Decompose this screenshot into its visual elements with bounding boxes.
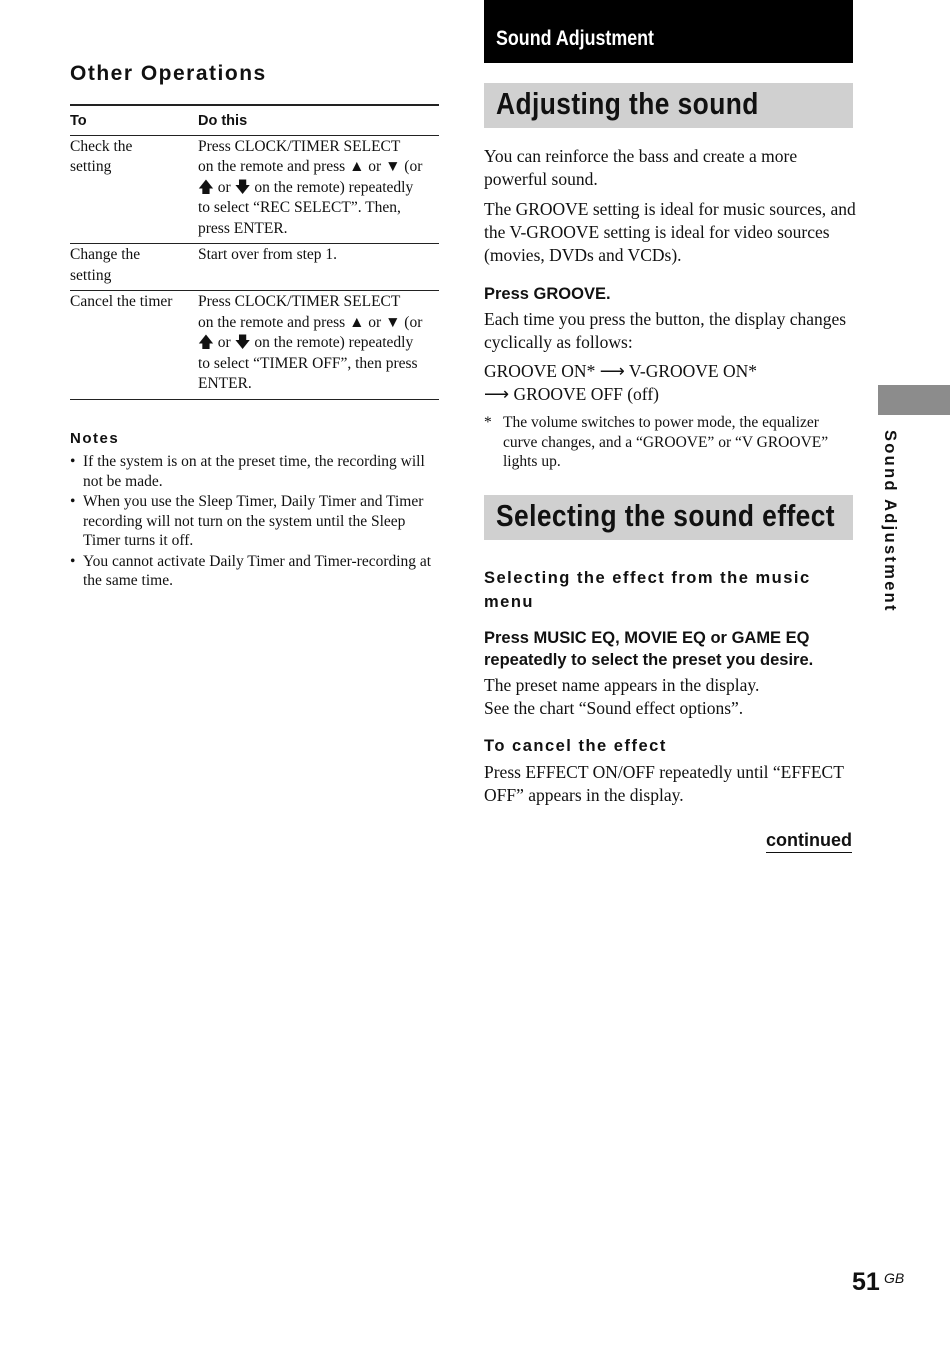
table-cell-do: Press CLOCK/TIMER SELECT on the remote and press ▲ or ▼ (or 🡅 or 🡇 on the remote) repeatedly to select “TIMER OFF”, then press ENTER. bbox=[198, 291, 439, 400]
table-cell-to: Cancel the timer bbox=[70, 291, 198, 400]
table-header-row bbox=[70, 105, 439, 135]
footnote-text: The volume switches to power mode, the equalizer curve changes, and a “GROOVE” or “V GROOVE” lights up. bbox=[503, 414, 829, 470]
selecting-effect-heading: Selecting the sound effect bbox=[496, 498, 836, 533]
note-item: • When you use the Sleep Timer, Daily Timer and Timer recording will not turn on the system until the Sleep Timer turns it off. bbox=[70, 492, 440, 551]
music-menu-subheading: Selecting the effect from the music menu bbox=[484, 569, 811, 611]
footnote-marker: * bbox=[484, 414, 492, 431]
table-header-do-this: Do this bbox=[198, 105, 439, 135]
groove-sequence-line: ⟶ GROOVE OFF (off) bbox=[484, 384, 659, 404]
page-number: 51 bbox=[852, 1268, 880, 1296]
page-number-suffix: GB bbox=[884, 1270, 905, 1286]
note-item: • If the system is on at the preset time, the recording will not be made. bbox=[70, 452, 440, 491]
note-item: • You cannot activate Daily Timer and Timer-recording at the same time. bbox=[70, 552, 440, 591]
table-header-to: To bbox=[70, 105, 198, 135]
groove-cycle-description: Each time you press the button, the display changes cyclically as follows: bbox=[484, 309, 847, 352]
notes-title: Notes bbox=[70, 430, 120, 447]
adjusting-sound-heading: Adjusting the sound bbox=[496, 86, 759, 121]
operations-table bbox=[70, 104, 439, 400]
continued-label: continued bbox=[766, 830, 852, 853]
cancel-effect-subheading: To cancel the effect bbox=[484, 737, 667, 755]
notes-list bbox=[70, 452, 440, 592]
other-operations-heading: Other Operations bbox=[70, 62, 267, 85]
table-row bbox=[70, 135, 439, 244]
table-cell-do: Start over from step 1. bbox=[198, 244, 439, 291]
adjusting-sound-heading-box bbox=[484, 83, 853, 128]
press-groove-instruction: Press GROOVE. bbox=[484, 285, 611, 303]
cancel-effect-description: Press EFFECT ON/OFF repeatedly until “EFFECT OFF” appears in the display. bbox=[484, 762, 844, 805]
groove-sequence bbox=[484, 360, 856, 406]
section-title: Sound Adjustment bbox=[496, 27, 654, 50]
side-section-label: Sound Adjustment bbox=[881, 430, 899, 613]
table-cell-to: Change the setting bbox=[70, 244, 198, 291]
press-music-eq-instruction: Press MUSIC EQ, MOVIE EQ or GAME EQ repeatedly to select the preset you desire. bbox=[484, 629, 814, 669]
section-title-bar bbox=[484, 0, 853, 63]
side-thumb-tab bbox=[878, 385, 950, 415]
groove-sequence-line: GROOVE ON* ⟶ V-GROOVE ON* bbox=[484, 361, 758, 381]
preset-line: The preset name appears in the display. bbox=[484, 675, 760, 695]
groove-description: The GROOVE setting is ideal for music sources, and the V-GROOVE setting is ideal for video sources (movies, DVDs and VCDs). bbox=[484, 199, 856, 265]
intro-paragraph: You can reinforce the bass and create a more powerful sound. bbox=[484, 146, 798, 189]
selecting-effect-heading-box bbox=[484, 495, 853, 540]
preset-line: See the chart “Sound effect options”. bbox=[484, 698, 744, 718]
preset-description bbox=[484, 674, 856, 720]
table-row bbox=[70, 244, 439, 291]
table-cell-to: Check the setting bbox=[70, 135, 198, 244]
footnote bbox=[484, 413, 854, 472]
table-cell-do: Press CLOCK/TIMER SELECT on the remote and press ▲ or ▼ (or 🡅 or 🡇 on the remote) repeatedly to select “REC SELECT”. Then, press ENTER. bbox=[198, 135, 439, 244]
table-row bbox=[70, 291, 439, 400]
